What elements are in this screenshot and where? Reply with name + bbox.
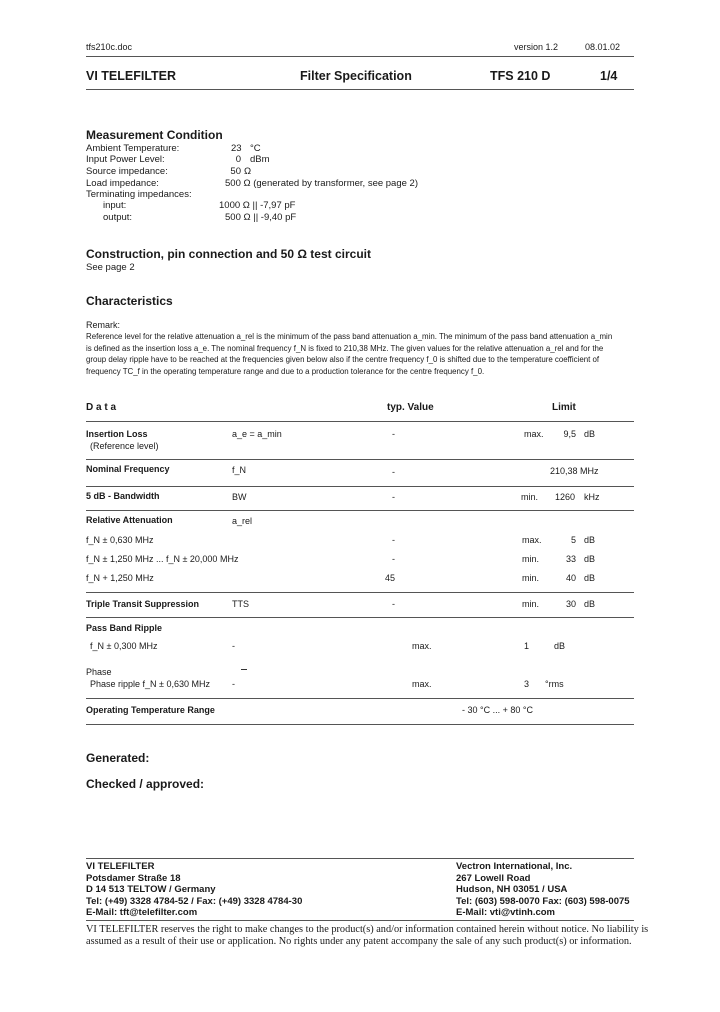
typ-value: - <box>392 467 395 477</box>
param-symbol: TTS <box>232 599 249 609</box>
limit-kind: max. <box>412 679 432 689</box>
measurement-value: 1000 Ω || -7,97 pF <box>219 200 296 211</box>
typ-value: - <box>392 554 395 564</box>
remark-line: is defined as the insertion loss a_e. The nominal frequency f_N is fixed to 210,38 MHz. The given values for the relative attenuation a_rel and for the <box>86 343 604 353</box>
checked-approved-label: Checked / approved: <box>86 777 205 791</box>
header-rule-bottom <box>86 89 634 90</box>
measurement-label: output: <box>103 212 133 223</box>
limit-value: 30 <box>565 599 576 609</box>
limit-unit: dB <box>584 535 596 545</box>
param-name: Pass Band Ripple <box>86 623 163 633</box>
table-rule <box>86 510 634 511</box>
disclaimer-line: VI TELEFILTER reserves the right to make changes to the product(s) and/or information contained herein without notice. No liability is <box>86 924 649 935</box>
limit-value: 9,5 <box>563 429 576 439</box>
limit-header: Limit <box>552 402 576 413</box>
limit-unit: dB <box>584 573 596 583</box>
measurement-unit: °C <box>250 143 261 154</box>
limit-value: 1 <box>524 641 530 651</box>
limit-unit: dB <box>554 641 566 651</box>
limit-unit: °rms <box>545 679 564 689</box>
limit-value: 3 <box>524 679 530 689</box>
param-symbol: BW <box>232 492 247 502</box>
footer-rule <box>86 858 634 859</box>
remark-text <box>86 331 612 377</box>
param-name: Insertion Loss <box>86 429 148 439</box>
limit-value: - 30 °C ... + 80 °C <box>462 705 533 715</box>
param-name: Triple Transit Suppression <box>86 599 200 609</box>
measurement-label: Terminating impedances: <box>86 189 192 200</box>
condition: f_N ± 0,630 MHz <box>86 535 154 545</box>
measurement-label: Ambient Temperature: <box>86 143 180 154</box>
typ-value: - <box>392 492 395 502</box>
footer-email[interactable]: E-Mail: vti@vtinh.com <box>456 907 555 918</box>
param-symbol: a_e = a_min <box>232 429 282 439</box>
param-name: 5 dB - Bandwidth <box>86 491 160 501</box>
measurement-value: 50 <box>230 166 241 177</box>
doc-title: Filter Specification <box>300 69 412 83</box>
param-symbol: a_rel <box>232 516 253 526</box>
measurement-unit: Ω <box>244 166 252 177</box>
measurement-unit: dBm <box>250 154 270 165</box>
table-rule <box>86 421 634 422</box>
measurement-value: 500 Ω (generated by transformer, see page 2) <box>225 178 418 189</box>
footer-line: Vectron International, Inc. <box>456 861 573 872</box>
version-label: version 1.2 <box>514 42 559 52</box>
limit-unit: dB <box>584 599 596 609</box>
footer-address-right <box>456 861 630 919</box>
table-rule <box>86 724 634 725</box>
typ-value: - <box>392 535 395 545</box>
remark-line: frequency TC_f in the operating temperature range and due to a production tolerance for the centre frequency f_0. <box>86 366 485 376</box>
footer-line: VI TELEFILTER <box>86 861 155 872</box>
limit-kind: max. <box>524 429 544 439</box>
footer-line: 267 Lowell Road <box>456 872 531 884</box>
condition: f_N + 1,250 MHz <box>86 573 154 583</box>
remark-line: Reference level for the relative attenuation a_rel is the minimum of the pass band attenuation a_min. The minimum of the pass band attenuation a_min <box>86 332 613 341</box>
typ-value: 45 <box>385 573 396 583</box>
typ-value: - <box>392 429 395 439</box>
table-rule <box>86 698 634 699</box>
measurement-label: input: <box>103 200 127 211</box>
measurement-value: 500 Ω || -9,40 pF <box>225 212 297 223</box>
phase-dash-mark <box>241 669 247 670</box>
limit-value: 1260 <box>554 492 575 502</box>
typ-value: - <box>232 641 235 651</box>
limit-kind: max. <box>412 641 432 651</box>
param-name: Operating Temperature Range <box>86 705 215 715</box>
limit-kind: min. <box>522 599 540 609</box>
limit-value: 40 <box>565 573 576 583</box>
limit-unit: dB <box>584 554 596 564</box>
typ-value: - <box>392 599 395 609</box>
param-symbol: f_N <box>232 465 247 475</box>
construction-title: Construction, pin connection and 50 Ω test circuit <box>86 247 371 261</box>
typ-value: - <box>232 679 235 689</box>
limit-value: 33 <box>565 554 576 564</box>
table-rule <box>86 617 634 618</box>
table-rule <box>86 486 634 487</box>
measurement-label: Load impedance: <box>86 178 159 189</box>
limit-kind: min. <box>521 492 539 502</box>
footer-line: Tel: (603) 598-0070 Fax: (603) 598-0075 <box>456 895 630 907</box>
footer-rule <box>86 920 634 921</box>
limit-unit: dB <box>584 429 596 439</box>
typ-value-header: typ. Value <box>387 402 434 413</box>
limit-value: 210,38 MHz <box>550 466 599 476</box>
part-number: TFS 210 D <box>490 69 551 83</box>
param-name: Phase <box>86 667 112 677</box>
file-name: tfs210c.doc <box>86 42 133 52</box>
remark-label: Remark: <box>86 320 121 330</box>
table-rule <box>86 459 634 460</box>
measurement-label: Source impedance: <box>86 166 168 177</box>
disclaimer <box>86 924 648 948</box>
condition: Phase ripple f_N ± 0,630 MHz <box>90 679 210 689</box>
table-rule <box>86 592 634 593</box>
limit-kind: min. <box>522 554 540 564</box>
condition: f_N ± 1,250 MHz ... f_N ± 20,000 MHz <box>86 554 239 564</box>
footer-email[interactable]: E-Mail: tft@telefilter.com <box>86 907 198 918</box>
disclaimer-line: assumed as a result of their use or application. No rights under any patent accompany the sale of any such product(s) or information. <box>86 936 632 947</box>
page-number: 1/4 <box>600 69 618 83</box>
measurement-value: 0 <box>235 154 241 165</box>
param-sub: (Reference level) <box>90 441 159 451</box>
footer-line: Hudson, NH 03051 / USA <box>456 884 568 895</box>
data-header: D a t a <box>86 402 117 413</box>
footer-line: Potsdamer Straße 18 <box>86 872 181 884</box>
condition: f_N ± 0,300 MHz <box>90 641 158 651</box>
date-label: 08.01.02 <box>585 42 621 52</box>
param-name: Nominal Frequency <box>86 464 170 474</box>
limit-kind: max. <box>522 535 542 545</box>
measurement-label: Input Power Level: <box>86 154 165 165</box>
header-rule-top <box>86 56 634 57</box>
footer-address-left <box>86 861 302 919</box>
measurement-value: 23 <box>231 143 242 154</box>
construction-note: See page 2 <box>86 262 135 273</box>
remark-line: group delay ripple have to be reached at the frequencies given below also if the centre frequency f_0 is shifted due to the temperature coefficient of <box>86 355 600 365</box>
generated-label: Generated: <box>86 751 150 765</box>
limit-kind: min. <box>522 573 540 583</box>
limit-value: 5 <box>570 535 576 545</box>
characteristics-title: Characteristics <box>86 294 173 308</box>
param-name: Relative Attenuation <box>86 515 173 525</box>
footer-line: Tel: (+49) 3328 4784-52 / Fax: (+49) 3328 4784-30 <box>86 895 303 907</box>
company-name: VI TELEFILTER <box>86 69 177 83</box>
measurement-title: Measurement Condition <box>86 128 223 142</box>
limit-unit: kHz <box>584 492 600 502</box>
footer-line: D 14 513 TELTOW / Germany <box>86 884 216 895</box>
